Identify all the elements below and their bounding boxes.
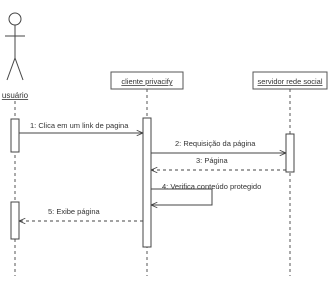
message-3-label: 3: Página — [196, 156, 228, 165]
participant-client — [111, 72, 183, 89]
message-1-label: 1: Clica em um link de pagina — [30, 121, 129, 130]
actor-stick-figure-icon — [5, 13, 25, 80]
participant-server-label: servidor rede social — [257, 77, 323, 86]
message-4-arrow — [151, 189, 212, 205]
message-4-label: 4: Verifica conteúdo protegido — [162, 182, 262, 191]
activation-actor-1 — [11, 119, 19, 152]
message-2-label: 2: Requisição da página — [175, 139, 256, 148]
activation-client — [143, 118, 151, 247]
actor-label: usuário — [1, 91, 29, 100]
message-5-label: 5: Exibe página — [48, 207, 100, 216]
activation-server — [286, 134, 294, 172]
activation-actor-2 — [11, 202, 19, 239]
participant-client-label: cliente privacify — [121, 77, 173, 86]
participant-server — [253, 72, 327, 89]
